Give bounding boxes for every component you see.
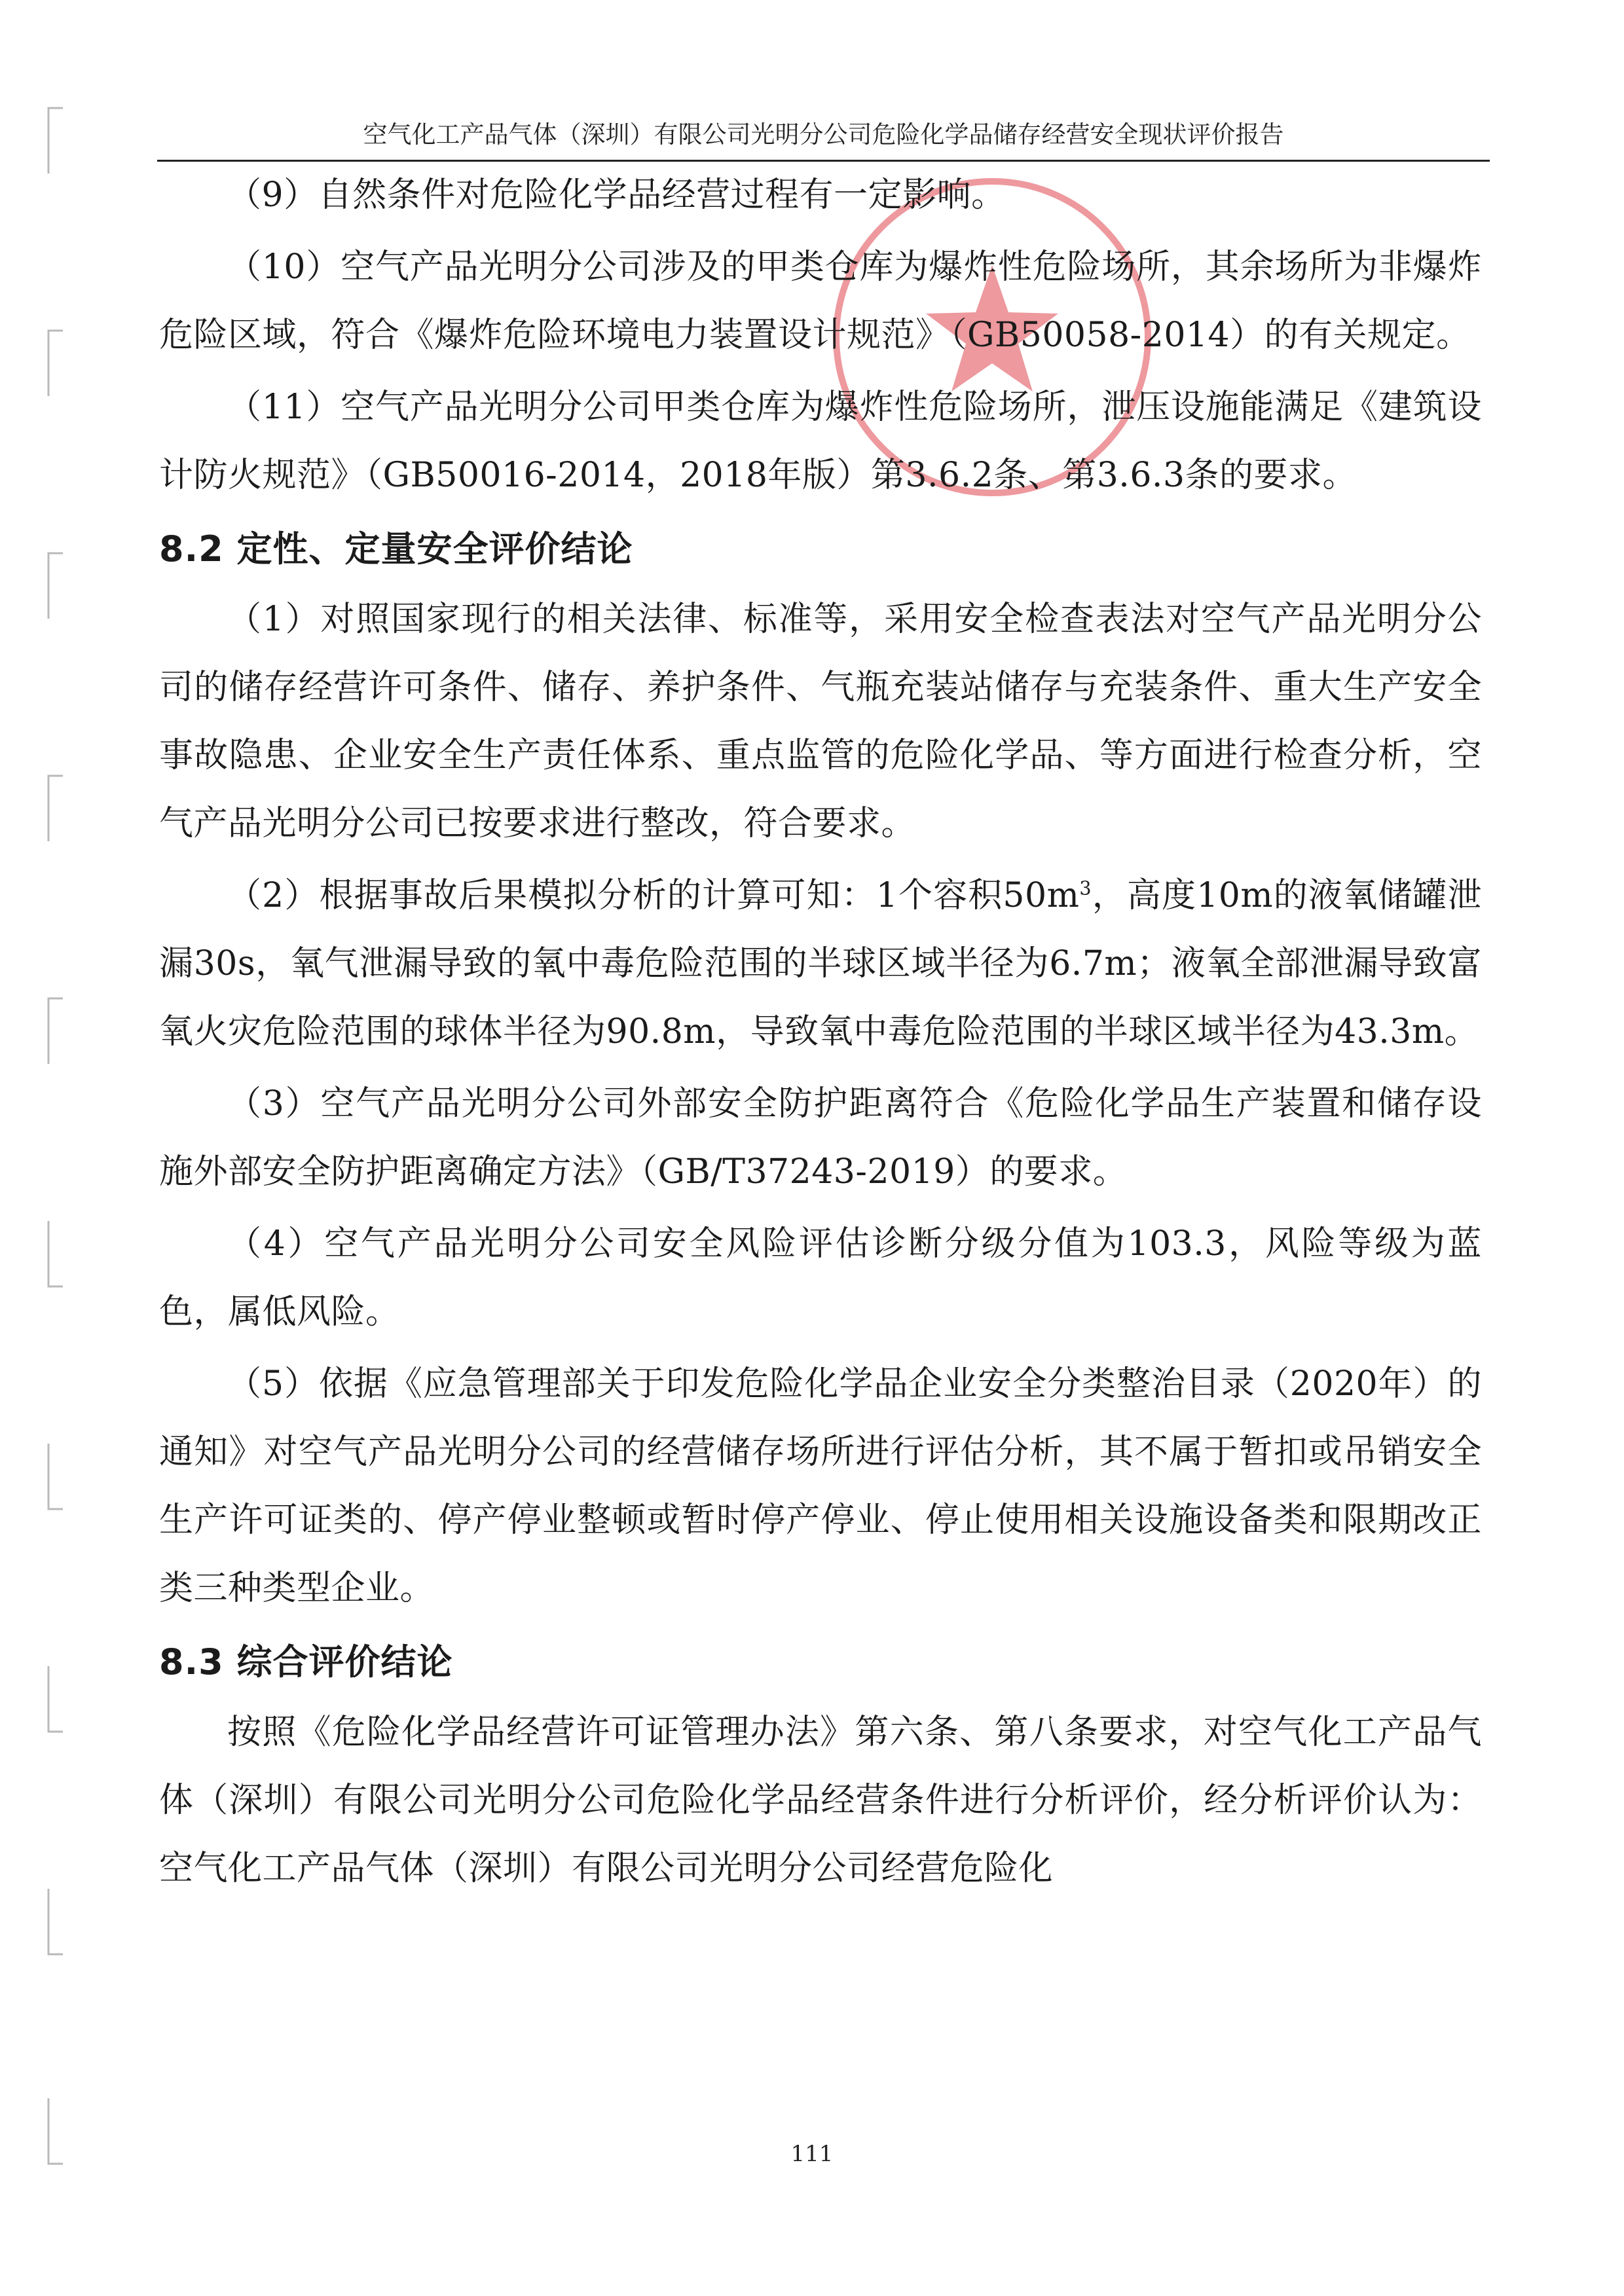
binding-hole-mark (43, 550, 68, 622)
conclusion-item-2-text-b: ，高度10m的液氧储罐泄漏30s，氧气泄漏导致的氧中毒危险范围的半球区域半径为6.7m；液氧全部泄漏导致富氧火灾危险范围的球体半径为90.8m，导致氧中毒危险范围的半球区域半径为43.3m。 (159, 876, 1482, 1051)
summary-paragraph: 按照《危险化学品经营许可证管理办法》第六条、第八条要求，对空气化工产品气体（深圳）有限公司光明分公司危险化学品经营条件进行分析评价，经分析评价认为：空气化工产品气体（深圳）有限公司光明分公司经营危险化 (159, 1713, 1482, 1888)
conclusion-item-4: （4）空气产品光明分公司安全风险评估诊断分级分值为103.3，风险等级为蓝色，属低风险。 (159, 1224, 1482, 1332)
paragraph-item-11: （11）空气产品光明分公司甲类仓库为爆炸性危险场所，泄压设施能满足《建筑设计防火规范》（GB50016-2014，2018年版）第3.6.2条、第3.6.3条的要求。 (159, 388, 1482, 495)
binding-hole-mark (43, 1663, 68, 1735)
binding-hole-mark (43, 327, 68, 399)
conclusion-item-2 (159, 862, 1482, 1066)
binding-hole-mark (43, 1886, 68, 1958)
binding-hole-mark (43, 995, 68, 1067)
page-header: 空气化工产品气体（深圳）有限公司光明分公司危险化学品储存经营安全现状评价报告 (157, 113, 1490, 162)
binding-hole-mark (43, 1218, 68, 1290)
section-heading-8-2: 8.2 定性、定量安全评价结论 (159, 528, 633, 570)
conclusion-item-1: （1）对照国家现行的相关法律、标准等，采用安全检查表法对空气产品光明分公司的储存经营许可条件、储存、养护条件、气瓶充装站储存与充装条件、重大生产安全事故隐患、企业安全生产责任体系、重点监管的危险化学品、等方面进行检查分析，空气产品光明分公司已按要求进行整改，符合要求。 (159, 600, 1482, 843)
conclusion-item-3: （3）空气产品光明分公司外部安全防护距离符合《危险化学品生产装置和储存设施外部安全防护距离确定方法》（GB/T37243-2019）的要求。 (159, 1084, 1482, 1192)
report-body (159, 161, 1482, 1906)
binding-hole-mark (43, 773, 68, 845)
paragraph-item-10: （10）空气产品光明分公司涉及的甲类仓库为爆炸性危险场所，其余场所为非爆炸危险区域，符合《爆炸危险环境电力装置设计规范》（GB50058-2014）的有关规定。 (159, 247, 1482, 355)
binding-hole-mark (43, 1440, 68, 1512)
superscript-3: 3 (1079, 877, 1092, 900)
binding-hole-mark (43, 105, 68, 177)
paragraph-item-9: （9）自然条件对危险化学品经营过程有一定影响。 (227, 175, 1006, 215)
page-number: 111 (790, 2141, 834, 2167)
section-heading-8-3: 8.3 综合评价结论 (159, 1641, 453, 1683)
conclusion-item-5: （5）依据《应急管理部关于印发危险化学品企业安全分类整治目录（2020年）的通知》对空气产品光明分公司的经营储存场所进行评估分析，其不属于暂扣或吊销安全生产许可证类的、停产停业整顿或暂时停产停业、停止使用相关设施设备类和限期改正类三种类型企业。 (159, 1364, 1482, 1608)
conclusion-item-2-text-a: （2）根据事故后果模拟分析的计算可知：1个容积50m (227, 876, 1080, 915)
